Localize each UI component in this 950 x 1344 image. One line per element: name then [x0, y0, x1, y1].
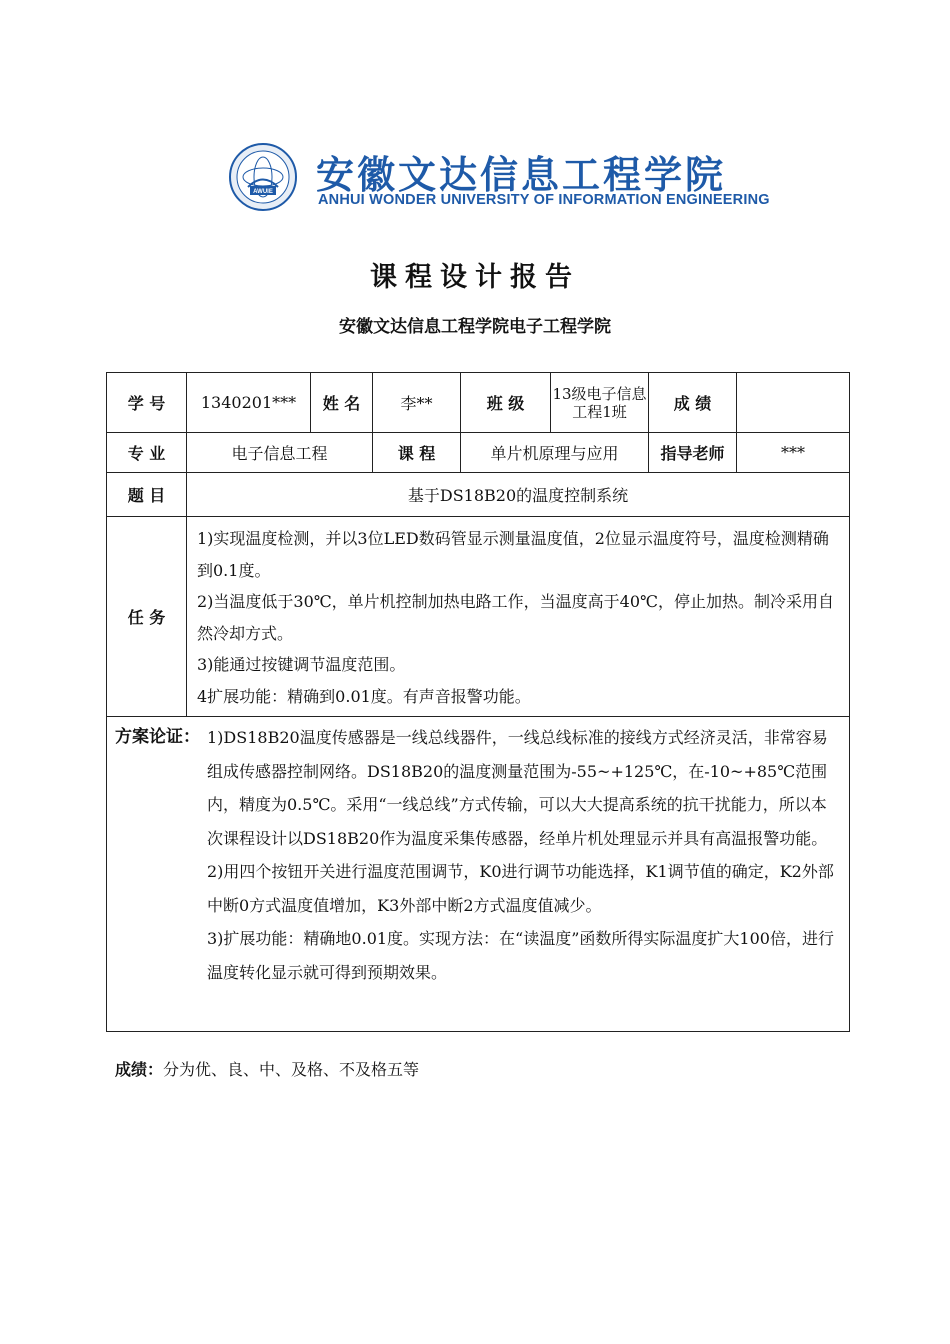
- plan-label: 方案论证：: [115, 727, 200, 747]
- table-row: [107, 717, 850, 1032]
- university-emblem-icon: [228, 142, 298, 212]
- advisor-label: 指导老师: [649, 433, 737, 473]
- task-item: 3)能通过按键调节温度范围。: [197, 655, 406, 674]
- class-value: 13级电子信息工程1班: [551, 373, 649, 433]
- topic-label: 题 目: [107, 473, 187, 517]
- task-list: [187, 517, 850, 717]
- student-id-label: 学 号: [107, 373, 187, 433]
- emblem-text: AWUIE: [253, 189, 273, 195]
- course-label: 课 程: [373, 433, 461, 473]
- school-name-cn: 安徽文达信息工程学院: [316, 152, 727, 197]
- page-subtitle: 安徽文达信息工程学院电子工程学院: [339, 317, 611, 337]
- grade-label: 成 绩: [649, 373, 737, 433]
- plan-paragraph: 2)用四个按钮开关进行温度范围调节，K0进行调节功能选择，K1调节值的确定，K2外部中断0方式温度值增加，K3外部中断2方式温度值减少。: [207, 862, 834, 915]
- course-value: 单片机原理与应用: [461, 433, 649, 473]
- table-row: [107, 373, 850, 433]
- plan-section: [107, 717, 850, 1032]
- grade-note-label: 成绩：: [115, 1060, 164, 1079]
- major-label: 专 业: [107, 433, 187, 473]
- table-row: [107, 433, 850, 473]
- advisor-value: ***: [737, 433, 850, 473]
- task-item: 4扩展功能：精确到0.01度。有声音报警功能。: [197, 686, 531, 706]
- student-id-value: 1340201***: [187, 373, 311, 433]
- grade-note-text: 分为优、良、中、及格、不及格五等: [163, 1060, 420, 1079]
- plan-paragraph: 1)DS18B20温度传感器是一线总线器件，一线总线标准的接线方式经济灵活，非常容易组成传感器控制网络。DS18B20的温度测量范围为-55~+125℃，在-10~+85℃范围内，精度为0.5℃。采用“一线总线”方式传输，可以大大提高系统的抗干扰能力，所以本次课程设计以DS18B20作为温度采集传感器，经单片机处理显示并具有高温报警功能。: [207, 728, 828, 848]
- topic-value: 基于DS18B20的温度控制系统: [187, 473, 850, 517]
- university-logo: [228, 140, 770, 220]
- class-label: 班 级: [461, 373, 551, 433]
- table-row: [107, 517, 850, 717]
- school-name-en: ANHUI WONDER UNIVERSITY OF INFORMATION ENGINEERING: [318, 192, 770, 208]
- grade-note: [115, 1057, 419, 1080]
- grade-value: [737, 373, 850, 433]
- task-item: 1)实现温度检测，并以3位LED数码管显示测量温度值，2位显示温度符号，温度检测精确到0.1度。: [197, 529, 829, 580]
- name-value: 李**: [373, 373, 461, 433]
- report-info-table: [106, 372, 850, 1032]
- task-label: 任 务: [107, 517, 187, 717]
- major-value: 电子信息工程: [187, 433, 373, 473]
- page-title: 课程设计报告: [370, 262, 580, 293]
- plan-paragraph: 3)扩展功能：精确地0.01度。实现方法：在“读温度”函数所得实际温度扩大100倍，进行温度转化显示就可得到预期效果。: [207, 929, 834, 982]
- name-label: 姓 名: [311, 373, 373, 433]
- task-item: 2)当温度低于30℃，单片机控制加热电路工作，当温度高于40℃，停止加热。制冷采用自然冷却方式。: [197, 592, 834, 643]
- table-row: [107, 473, 850, 517]
